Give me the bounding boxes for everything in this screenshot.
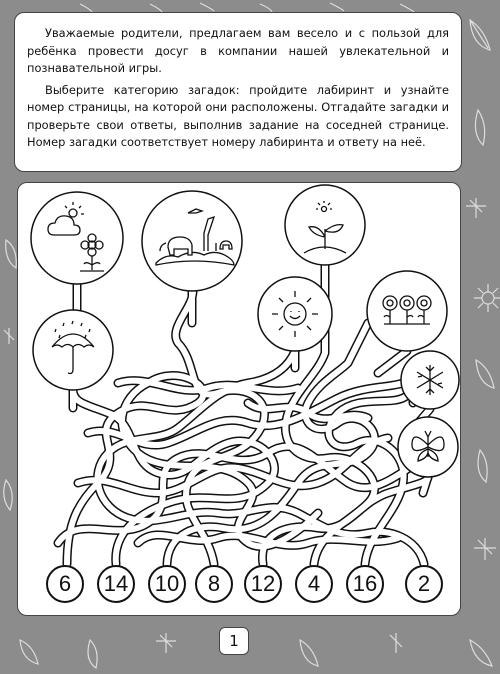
answer-circle[interactable] (46, 565, 84, 603)
answer-number: 8 (207, 571, 221, 596)
answer-number: 16 (352, 571, 378, 596)
answer-number: 2 (417, 571, 431, 596)
category-sun[interactable] (258, 277, 332, 351)
answer-number: 6 (58, 571, 72, 596)
answer-number: 10 (154, 571, 180, 596)
answer-number: 4 (307, 571, 321, 596)
answer-circle[interactable] (148, 565, 186, 603)
answer-circle[interactable] (346, 565, 384, 603)
category-weather-flower[interactable] (31, 192, 123, 284)
category-butterfly[interactable] (398, 417, 458, 477)
intro-text-box (14, 12, 462, 172)
category-umbrella[interactable] (33, 310, 113, 390)
category-animals[interactable] (142, 191, 242, 291)
answer-circle[interactable] (195, 565, 233, 603)
answer-circle[interactable] (97, 565, 135, 603)
answer-number: 14 (103, 571, 129, 596)
category-snowflake[interactable] (401, 351, 459, 409)
answer-circle[interactable] (295, 565, 333, 603)
category-flowers[interactable] (367, 271, 447, 351)
answer-circle[interactable] (405, 565, 443, 603)
category-sprout[interactable] (285, 185, 365, 265)
answer-circle[interactable] (244, 565, 282, 603)
answer-number: 12 (250, 571, 276, 596)
intro-paragraph-1: Уважаемые родители, предлагаем вам весело и с пользой для ребёнка провести досуг в компании нашей увлекательной и познавательной игры. (27, 26, 449, 75)
page-number: 1 (219, 627, 249, 655)
flowers-icon (383, 296, 431, 324)
intro-paragraph-2: Выберите категорию загадок: пройдите лабиринт и узнайте номер страницы, на которой они расположены. Отгадайте загадки и проверьте свои ответы, выполнив задание на соседней странице. Номер загадки соответствует номеру лабиринта и ответу на неё. (27, 82, 449, 149)
maze (18, 183, 462, 617)
maze-panel (17, 182, 461, 616)
